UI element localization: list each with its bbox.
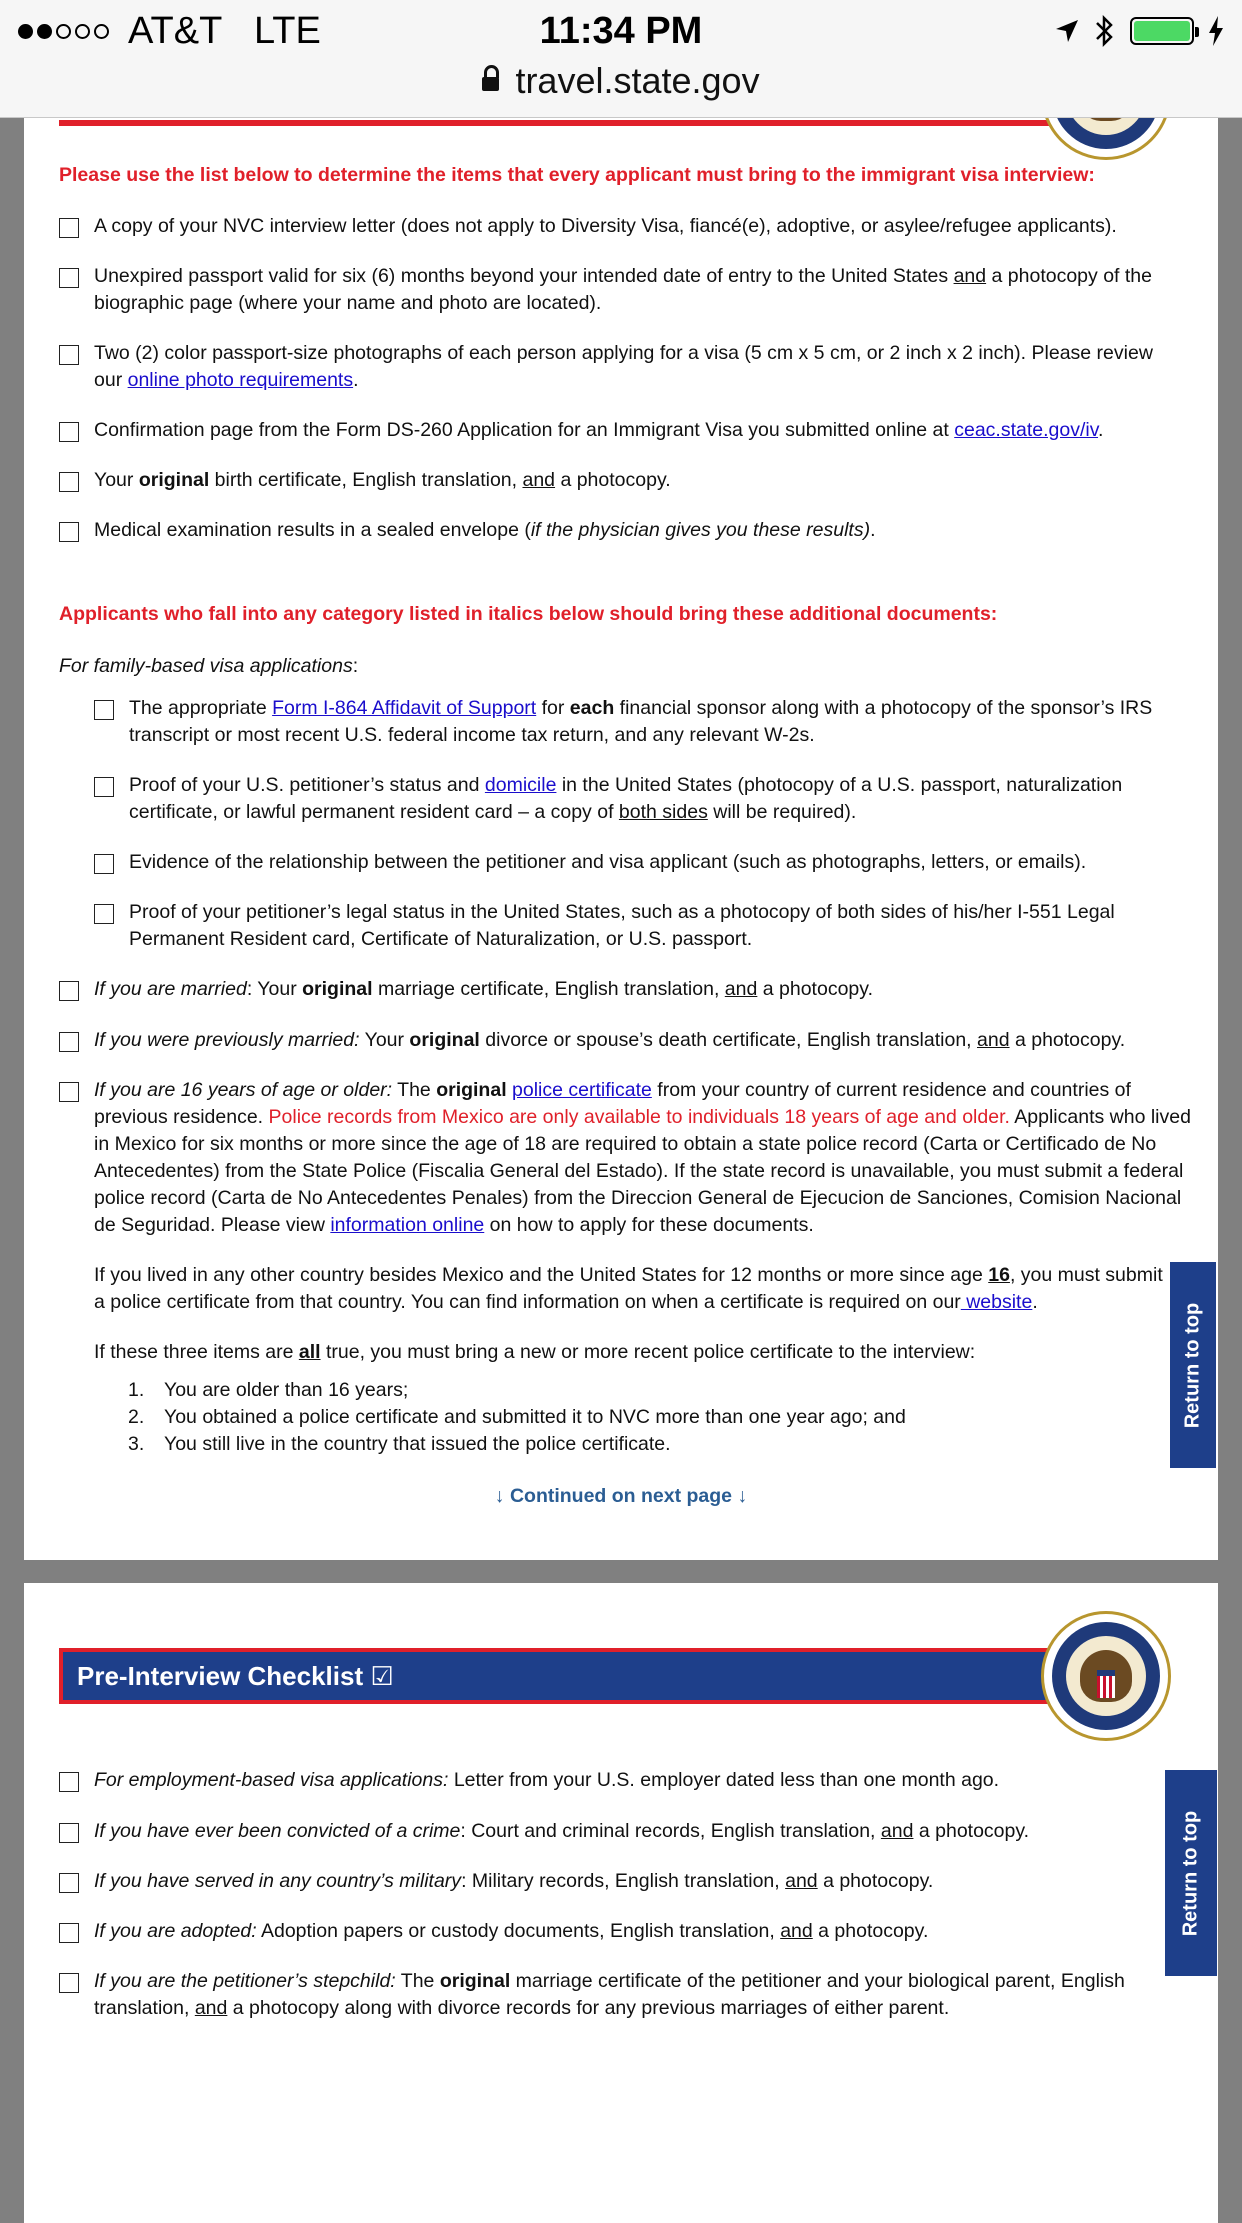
- text: , you must submit a police certificate from that country. You can find information on when a certificate is required on our: [94, 1264, 1163, 1313]
- item-passport: [94, 263, 1184, 317]
- text: a photocopy along with divorce records for any previous marriages of either parent.: [227, 1997, 950, 2019]
- text: on how to apply for these documents.: [484, 1214, 814, 1236]
- text: .: [1098, 419, 1104, 441]
- text: You still live in the country that issued the police certificate.: [164, 1433, 671, 1455]
- text: : Court and criminal records, English translation,: [460, 1820, 881, 1842]
- status-icons: [1054, 6, 1224, 56]
- text: Your: [359, 1029, 410, 1051]
- text: If you are married: [94, 978, 247, 1000]
- checkbox-passport[interactable]: [59, 268, 79, 288]
- text: If you are the petitioner’s stepchild:: [94, 1970, 396, 1992]
- item-photographs: [94, 340, 1184, 394]
- mexico-police-records-note: Police records from Mexico are only available to individuals 18 years of age and older.: [268, 1106, 1010, 1128]
- text: in the United States (photocopy of a U.S. passport, naturalization certificate, or lawful permanent resident card – a copy of: [129, 774, 1123, 823]
- police-certificate-link[interactable]: police certificate: [512, 1079, 652, 1101]
- text: .: [870, 519, 876, 541]
- text: and: [780, 1920, 813, 1942]
- information-online-link[interactable]: information online: [330, 1214, 485, 1236]
- text: You are older than 16 years;: [164, 1379, 409, 1401]
- status-time: 11:34 PM: [539, 10, 703, 52]
- ceac-link[interactable]: ceac.state.gov/iv: [954, 419, 1099, 441]
- text: Letter from your U.S. employer dated less than one month ago.: [448, 1769, 1000, 1791]
- text: For family-based visa applications: [59, 655, 353, 677]
- text: and: [880, 1820, 914, 1842]
- text: true, you must bring a new or more recent police certificate to the interview:: [320, 1341, 976, 1363]
- text: If you have ever been convicted of a crime: [94, 1820, 461, 1842]
- text: Return to top: [1179, 1810, 1202, 1936]
- list-item: [128, 1404, 906, 1431]
- header-red-bar: [59, 120, 1057, 126]
- checkbox-photographs[interactable]: [59, 345, 79, 365]
- text: will be required).: [707, 801, 857, 823]
- item-stepchild: [94, 1968, 1134, 2022]
- url-domain[interactable]: travel.state.gov: [515, 60, 760, 101]
- lock-icon: [482, 77, 499, 91]
- text: Medical examination results in a sealed envelope (: [94, 519, 531, 541]
- text: birth certificate, English translation,: [209, 469, 523, 491]
- text: Proof of your U.S. petitioner’s status and: [129, 774, 485, 796]
- bluetooth-icon: [1094, 14, 1116, 48]
- required-items-heading: Please use the list below to determine the items that every applicant must bring to the immigrant visa interview:: [59, 164, 1095, 186]
- text: financial sponsor along with a photocopy of the sponsor’s IRS transcript or most recent U.S. federal income tax return, and any relevant W-2s.: [129, 697, 1153, 746]
- pre-interview-checklist-banner: Pre-Interview Checklist ☑: [59, 1648, 1057, 1704]
- text: If you lived in any other country besides Mexico and the United States for 12 months or more since age: [94, 1264, 989, 1286]
- text: from your country of current residence and countries of previous residence.: [94, 1079, 1131, 1128]
- item-ds260: [94, 417, 1194, 444]
- photo-requirements-link[interactable]: online photo requirements: [127, 369, 354, 391]
- text: a photocopy.: [812, 1920, 929, 1942]
- item-convicted: [94, 1818, 1184, 1845]
- browser-top-bar: [0, 0, 1242, 118]
- checkbox-legal-status[interactable]: [94, 904, 114, 924]
- text: Unexpired passport valid for six (6) months beyond your intended date of entry to the United States: [94, 265, 954, 287]
- text: original: [439, 1970, 511, 1992]
- text: both sides: [618, 801, 708, 823]
- text: If you are adopted:: [94, 1920, 257, 1942]
- text: if the physician gives you these results): [530, 519, 871, 541]
- website-link[interactable]: website: [960, 1291, 1033, 1313]
- text: and: [785, 1870, 818, 1892]
- text: 2.: [128, 1406, 145, 1428]
- text: a photocopy.: [555, 469, 671, 491]
- text: original: [302, 978, 373, 1000]
- checkbox-convicted[interactable]: [59, 1823, 79, 1843]
- document-page-1: [24, 90, 1218, 1560]
- item-employment: [94, 1767, 1184, 1794]
- item-adopted: [94, 1918, 1184, 1945]
- text: a photocopy.: [913, 1820, 1030, 1842]
- checkbox-medical[interactable]: [59, 522, 79, 542]
- checkbox-birth-certificate[interactable]: [59, 472, 79, 492]
- text: and: [724, 978, 758, 1000]
- url-bar[interactable]: [0, 58, 1242, 104]
- additional-documents-heading: Applicants who fall into any category listed in italics below should bring these additional documents:: [59, 603, 998, 625]
- charging-bolt-icon: [1208, 16, 1224, 46]
- text: The appropriate: [129, 697, 273, 719]
- checkbox-previously-married[interactable]: [59, 1032, 79, 1052]
- text: : Your: [246, 978, 303, 1000]
- text: each: [569, 697, 615, 719]
- text: If you were previously married:: [94, 1029, 360, 1051]
- checkbox-adopted[interactable]: [59, 1923, 79, 1943]
- checkbox-affidavit[interactable]: [94, 700, 114, 720]
- item-police-certificate: [94, 1077, 1194, 1239]
- location-arrow-icon: [1054, 18, 1080, 44]
- text: Return to top: [1181, 1302, 1204, 1428]
- text: For employment-based visa applications:: [94, 1769, 449, 1791]
- text: Your: [94, 469, 139, 491]
- item-legal-status: Proof of your petitioner’s legal status in the United States, such as a photocopy of both sides of his/her I-551 Legal Permanent Resident card, Certificate of Naturalization, or U.S. passport.: [129, 901, 1115, 950]
- i864-link[interactable]: Form I-864 Affidavit of Support: [272, 697, 537, 719]
- item-petitioner-status: [129, 772, 1179, 826]
- item-relationship: Evidence of the relationship between the petitioner and visa applicant (such as photographs, letters, or emails).: [129, 851, 1087, 873]
- text: Two (2) color passport-size photographs of each person applying for a visa (5 cm x 5 cm, or 2 inch x 2 inch). Please review our: [94, 342, 1153, 391]
- document-page-2: [24, 1583, 1218, 2223]
- text: and: [194, 1997, 228, 2019]
- text: and: [522, 469, 556, 491]
- text: 16: [988, 1264, 1010, 1286]
- network-type: LTE: [253, 10, 321, 52]
- text: a photocopy.: [817, 1870, 934, 1892]
- text: marriage certificate of the petitioner and your biological parent, English translation,: [94, 1970, 1125, 2019]
- text: a photocopy.: [1009, 1029, 1126, 1051]
- state-department-seal-icon: [1041, 1611, 1171, 1741]
- checkbox-police-certificate[interactable]: [59, 1082, 79, 1102]
- text: original: [436, 1079, 507, 1101]
- text: Confirmation page from the Form DS-260 Application for an Immigrant Visa you submitted online at: [94, 419, 955, 441]
- text: : Military records, English translation,: [461, 1870, 786, 1892]
- text: and: [953, 265, 987, 287]
- text: .: [1032, 1291, 1038, 1313]
- text: If these three items are: [94, 1341, 299, 1363]
- text: You obtained a police certificate and submitted it to NVC more than one year ago; and: [164, 1406, 906, 1428]
- return-to-top-button[interactable]: [1170, 1262, 1216, 1468]
- return-to-top-button[interactable]: [1165, 1770, 1217, 1976]
- text: 1.: [128, 1379, 145, 1401]
- text: The: [395, 1970, 440, 1992]
- text: .: [353, 369, 359, 391]
- item-military: [94, 1868, 1184, 1895]
- item-married: [94, 976, 1184, 1003]
- checkbox-employment[interactable]: [59, 1772, 79, 1792]
- item-affidavit: [129, 695, 1169, 749]
- list-item: [128, 1431, 906, 1458]
- checkbox-relationship[interactable]: [94, 854, 114, 874]
- three-items-paragraph: [94, 1339, 1164, 1366]
- text: a photocopy of the biographic page (where your name and photo are located).: [94, 265, 1152, 314]
- conditions-list: [128, 1377, 906, 1458]
- checkbox-petitioner-status[interactable]: [94, 777, 114, 797]
- checkbox-ds260[interactable]: [59, 422, 79, 442]
- text: all: [298, 1341, 321, 1363]
- checkbox-military[interactable]: [59, 1873, 79, 1893]
- text: The: [392, 1079, 437, 1101]
- text: original: [138, 469, 210, 491]
- battery-icon: [1130, 17, 1194, 45]
- text: Adoption papers or custody documents, English translation,: [256, 1920, 781, 1942]
- text: for: [536, 697, 570, 719]
- carrier-name: AT&T: [128, 10, 223, 52]
- continued-next-page: ↓ Continued on next page ↓: [494, 1485, 748, 1507]
- domicile-link[interactable]: domicile: [484, 774, 557, 796]
- item-medical: [94, 517, 1184, 544]
- item-birth-certificate: [94, 467, 1184, 494]
- checkbox-nvc-letter[interactable]: [59, 218, 79, 238]
- text: and: [977, 1029, 1010, 1051]
- item-nvc-letter: A copy of your NVC interview letter (does not apply to Diversity Visa, fiancé(e), adoptive, or asylee/refugee applicants).: [94, 215, 1117, 237]
- text: marriage certificate, English translation,: [372, 978, 725, 1000]
- text: If you have served in any country’s military: [94, 1870, 462, 1892]
- other-country-paragraph: [94, 1262, 1164, 1316]
- text: 3.: [128, 1433, 145, 1455]
- list-item: [128, 1377, 906, 1404]
- checkbox-married[interactable]: [59, 981, 79, 1001]
- family-based-label: For family-based visa applications:: [59, 655, 359, 677]
- text: divorce or spouse’s death certificate, English translation,: [479, 1029, 977, 1051]
- text: If you are 16 years of age or older:: [94, 1079, 393, 1101]
- text: original: [409, 1029, 480, 1051]
- text: a photocopy.: [757, 978, 873, 1000]
- text: Applicants who lived in Mexico for six months or more since the age of 18 are required to obtain a state police record (Carta or Certificado de No Antecedentes) from the State Police (Fiscalia General del Estado). If the state record is unavailable, you must submit a federal police record (Carta de No Antecedentes Penales) from the Direccion General de Ejecucion de Sanciones, Comision Nacional de Seguridad. Please view: [94, 1106, 1191, 1236]
- item-previously-married: [94, 1027, 1194, 1054]
- checkbox-stepchild[interactable]: [59, 1973, 79, 1993]
